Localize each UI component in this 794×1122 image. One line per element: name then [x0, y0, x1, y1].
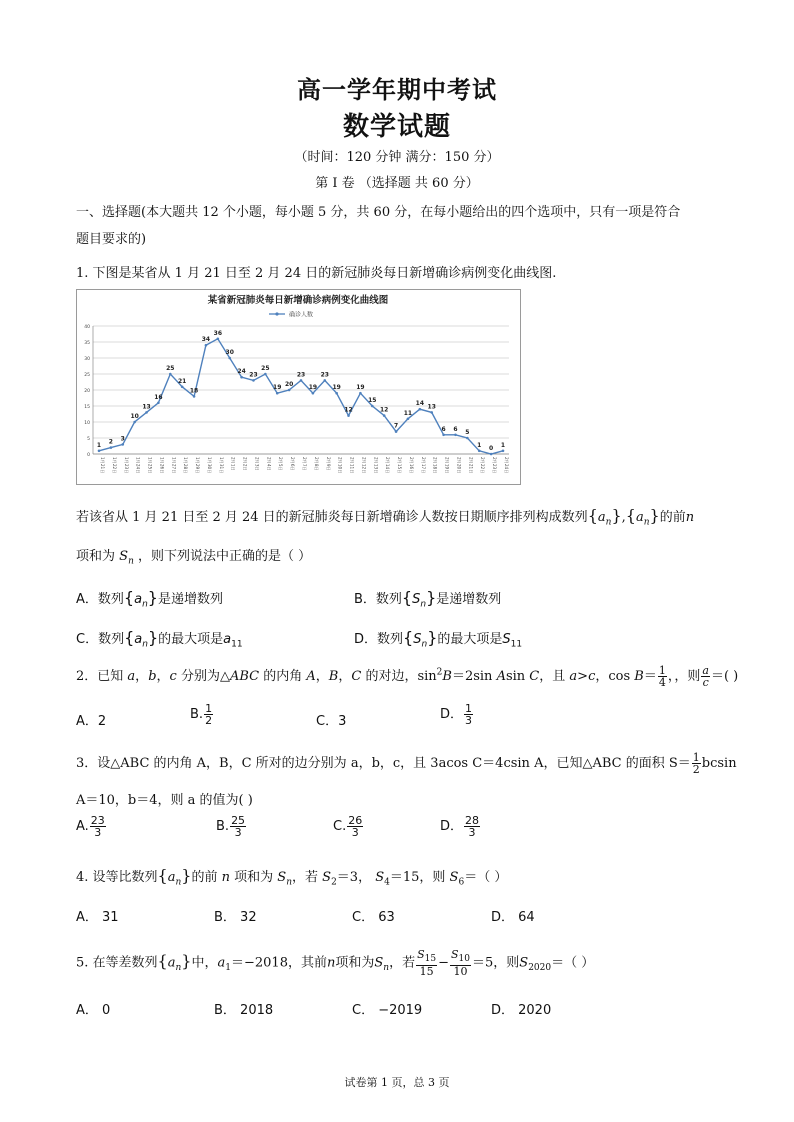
data-label: 1: [477, 441, 482, 449]
data-label: 13: [427, 403, 436, 411]
q1-option-d[interactable]: D．数列$\{S_n\}$的最大项是$S_{11}$: [354, 628, 523, 650]
data-point: [205, 344, 208, 347]
data-point: [323, 379, 326, 382]
q4-option-c[interactable]: C． 63: [352, 910, 395, 925]
data-label: 16: [154, 393, 163, 401]
data-point: [252, 379, 255, 382]
data-point: [181, 386, 184, 389]
exam-title: 高一学年期中考试: [297, 75, 497, 104]
x-tick-label: 2月8日: [313, 457, 319, 471]
y-tick-label: 5: [87, 437, 90, 442]
x-tick-label: 1月25日: [147, 457, 153, 474]
data-label: 12: [379, 406, 389, 414]
x-tick-label: 2月2日: [242, 457, 248, 471]
q4-option-d[interactable]: D． 64: [491, 910, 535, 925]
q1-text-line2: 项和为 $S_n$ ，则下列说法中正确的是（ ）: [76, 549, 312, 567]
data-label: 25: [166, 365, 175, 372]
x-tick-label: 2月16日: [408, 457, 414, 474]
data-point: [217, 338, 220, 341]
x-tick-label: 2月5日: [278, 457, 284, 471]
data-label: 7: [393, 422, 399, 430]
data-label: 21: [177, 377, 187, 385]
q2-option-d[interactable]: D． $\frac{1}{3}$: [440, 702, 473, 727]
data-point: [145, 411, 148, 414]
x-tick-label: 2月18日: [432, 457, 438, 474]
y-tick-label: 35: [84, 341, 90, 346]
x-tick-label: 1月22日: [111, 457, 117, 474]
q4-stem: 4. 设等比数列$\{a_n\}$的前 n 项和为 $S_n$，若 $S_2=3$， $S_4=15$，则 $S_6=$（ ）: [76, 866, 508, 888]
subject-title: 数学试题: [342, 112, 451, 142]
data-point: [288, 389, 291, 392]
data-label: 11: [403, 409, 413, 417]
data-point: [478, 450, 481, 453]
data-label: 2: [108, 438, 113, 446]
chart-svg: [77, 290, 520, 484]
data-point: [98, 450, 101, 453]
x-tick-label: 2月22日: [480, 457, 486, 474]
q3-stem-line2: A＝10，b＝4，则 a 的值为( ): [76, 793, 253, 808]
data-point: [419, 408, 422, 411]
data-point: [454, 434, 457, 437]
data-point: [121, 443, 124, 446]
q2-option-a[interactable]: A．2: [76, 714, 107, 729]
q1-text-line1: 若该省从 1 月 21 日至 2 月 24 日的新冠肺炎每日新增确诊人数按日期顺序排列构成数列$\{a_n\},\{a_n\}$的前n: [76, 506, 695, 528]
data-point: [193, 395, 196, 398]
data-point: [110, 446, 113, 449]
data-point: [347, 414, 350, 417]
data-label: 1: [96, 441, 102, 449]
q3-option-d[interactable]: D． $\frac{28}{3}$: [440, 814, 480, 839]
data-point: [300, 379, 303, 382]
y-tick-label: 30: [84, 357, 90, 362]
data-point: [133, 421, 136, 424]
x-tick-label: 2月13日: [373, 457, 379, 474]
data-label: 23: [249, 371, 258, 379]
data-point: [169, 373, 172, 376]
q2-option-b[interactable]: B. $\frac{1}{2}$: [190, 702, 213, 727]
data-label: 24: [237, 368, 246, 376]
data-point: [502, 450, 505, 453]
x-tick-label: 2月15日: [397, 457, 403, 474]
data-point: [371, 405, 374, 408]
data-point: [359, 392, 362, 395]
q4-option-a[interactable]: A． 31: [76, 910, 119, 925]
x-tick-label: 2月21日: [468, 457, 474, 474]
data-label: 6: [441, 425, 446, 433]
data-label: 23: [320, 371, 329, 379]
page-footer: 试卷第 1 页，总 3 页: [344, 1076, 450, 1089]
data-point: [240, 376, 243, 379]
q1-option-c[interactable]: C．数列$\{a_n\}$的最大项是$a_{11}$: [76, 628, 243, 650]
exam-meta: （时间：120 分钟 满分：150 分）: [294, 150, 500, 165]
data-point: [264, 373, 267, 376]
x-tick-label: 2月11日: [349, 457, 355, 474]
data-label: 19: [332, 384, 341, 392]
q1-option-a[interactable]: A．数列$\{a_n\}$是递增数列: [76, 588, 223, 610]
x-tick-label: 2月19日: [444, 457, 450, 474]
y-tick-label: 25: [84, 373, 90, 378]
data-label: 3: [120, 435, 125, 443]
q5-option-b[interactable]: B． 2018: [214, 1003, 274, 1018]
y-tick-label: 0: [87, 453, 90, 458]
x-tick-label: 1月31日: [218, 457, 224, 474]
data-label: 19: [356, 384, 365, 392]
data-label: 25: [261, 365, 270, 372]
x-tick-label: 2月1日: [230, 457, 236, 471]
data-label: 19: [308, 384, 318, 392]
line-chart: [76, 289, 521, 485]
x-tick-label: 1月26日: [159, 457, 165, 474]
data-label: 30: [225, 349, 234, 356]
data-label: 15: [368, 397, 377, 404]
x-tick-label: 2月17日: [420, 457, 426, 474]
data-label: 34: [201, 336, 211, 344]
x-tick-label: 2月7日: [302, 457, 307, 471]
q2-option-c[interactable]: C．3: [316, 714, 347, 729]
data-point: [395, 430, 398, 433]
q1-stem: 1. 下图是某省从 1 月 21 日至 2 月 24 日的新冠肺炎每日新增确诊病例变化曲线图.: [76, 266, 557, 281]
section-instructions-line2: 题目要求的): [76, 232, 147, 247]
x-tick-label: 1月24日: [135, 457, 141, 474]
q4-option-b[interactable]: B． 32: [214, 910, 257, 925]
data-label: 14: [415, 400, 425, 408]
section-instructions-line1: 一、选择题(本大题共 12 个小题，每小题 5 分，共 60 分，在每小题给出的四个选项中，只有一项是符合: [76, 205, 681, 220]
legend-marker: [275, 312, 278, 315]
x-tick-label: 2月4日: [266, 457, 272, 471]
data-point: [430, 411, 433, 414]
data-point: [490, 453, 493, 456]
data-label: 1: [500, 441, 506, 449]
q3-stem-line1: 3．设△ABC 的内角 A，B，C 所对的边分别为 a，b，c，且 3acos C＝4csin A，已知△ABC 的面积 S＝ $\frac{1}{2}$ bcsin: [76, 751, 737, 776]
x-tick-label: 2月24日: [504, 457, 509, 474]
x-tick-label: 1月28日: [183, 457, 189, 474]
data-label: 20: [284, 381, 294, 388]
data-point: [335, 392, 338, 395]
data-point: [407, 418, 410, 421]
data-label: 12: [344, 406, 353, 414]
data-label: 23: [296, 371, 306, 379]
q1-option-b[interactable]: B．数列$\{S_n\}$是递增数列: [354, 588, 502, 610]
q5-stem: 5. 在等差数列$\{a_n\}$中，$a_1=-2018$，其前n项和为$S_n$，若 $\frac{S_{15}}{15}$ − $\frac{S_{10}}{10}$ ＝5，则$S_{2020}=$（ ）: [76, 948, 595, 979]
data-label: 6: [453, 425, 458, 433]
q3-option-c[interactable]: C. $\frac{26}{3}$: [333, 814, 363, 839]
x-tick-label: 1月23日: [123, 457, 129, 474]
q3-option-b[interactable]: B. $\frac{25}{3}$: [216, 814, 246, 839]
data-label: 0: [489, 445, 494, 452]
data-point: [228, 357, 231, 360]
q5-option-c[interactable]: C． −2019: [352, 1003, 423, 1018]
x-tick-label: 2月23日: [492, 457, 498, 474]
data-point: [442, 434, 445, 437]
data-label: 36: [213, 329, 223, 337]
q2-stem: 2．已知 a，b，c 分别为△ABC 的内角 A，B，C 的对边，$\sin^2B=2\sin$ Asin C，且 a>c，cos B＝ $\frac{1}{4}$ ，，则 $\frac{a}{c}$ ＝( ): [76, 664, 739, 689]
y-tick-label: 15: [84, 405, 90, 410]
q5-option-a[interactable]: A． 0: [76, 1003, 111, 1018]
data-point: [383, 414, 386, 417]
x-tick-label: 2月9日: [325, 457, 331, 471]
x-tick-label: 2月3日: [254, 457, 260, 471]
data-label: 18: [189, 387, 199, 395]
x-tick-label: 2月14日: [385, 457, 391, 474]
data-label: 13: [142, 403, 151, 411]
x-tick-label: 1月21日: [100, 457, 105, 474]
chart-title: 某省新冠肺炎每日新增确诊病例变化曲线图: [207, 295, 389, 306]
data-label: 19: [273, 384, 282, 392]
part-heading: 第 I 卷 （选择题 共 60 分）: [315, 176, 479, 191]
x-tick-label: 2月6日: [290, 457, 296, 471]
y-tick-label: 20: [84, 389, 90, 394]
x-tick-label: 2月12日: [361, 457, 367, 474]
x-tick-label: 2月20日: [456, 457, 462, 474]
data-point: [466, 437, 469, 440]
x-tick-label: 1月30日: [206, 457, 212, 474]
y-tick-label: 10: [84, 421, 90, 426]
x-tick-label: 1月29日: [195, 457, 201, 474]
data-point: [157, 402, 160, 405]
data-label: 10: [130, 413, 139, 420]
q5-option-d[interactable]: D． 2020: [491, 1003, 552, 1018]
data-label: 5: [465, 429, 470, 436]
data-point: [312, 392, 315, 395]
x-tick-label: 2月10日: [337, 457, 343, 474]
y-tick-label: 40: [84, 325, 90, 330]
x-tick-label: 1月27日: [171, 457, 177, 474]
legend-label: 确诊人数: [289, 311, 314, 319]
q3-option-a[interactable]: A. $\frac{23}{3}$: [76, 814, 105, 839]
data-point: [276, 392, 279, 395]
